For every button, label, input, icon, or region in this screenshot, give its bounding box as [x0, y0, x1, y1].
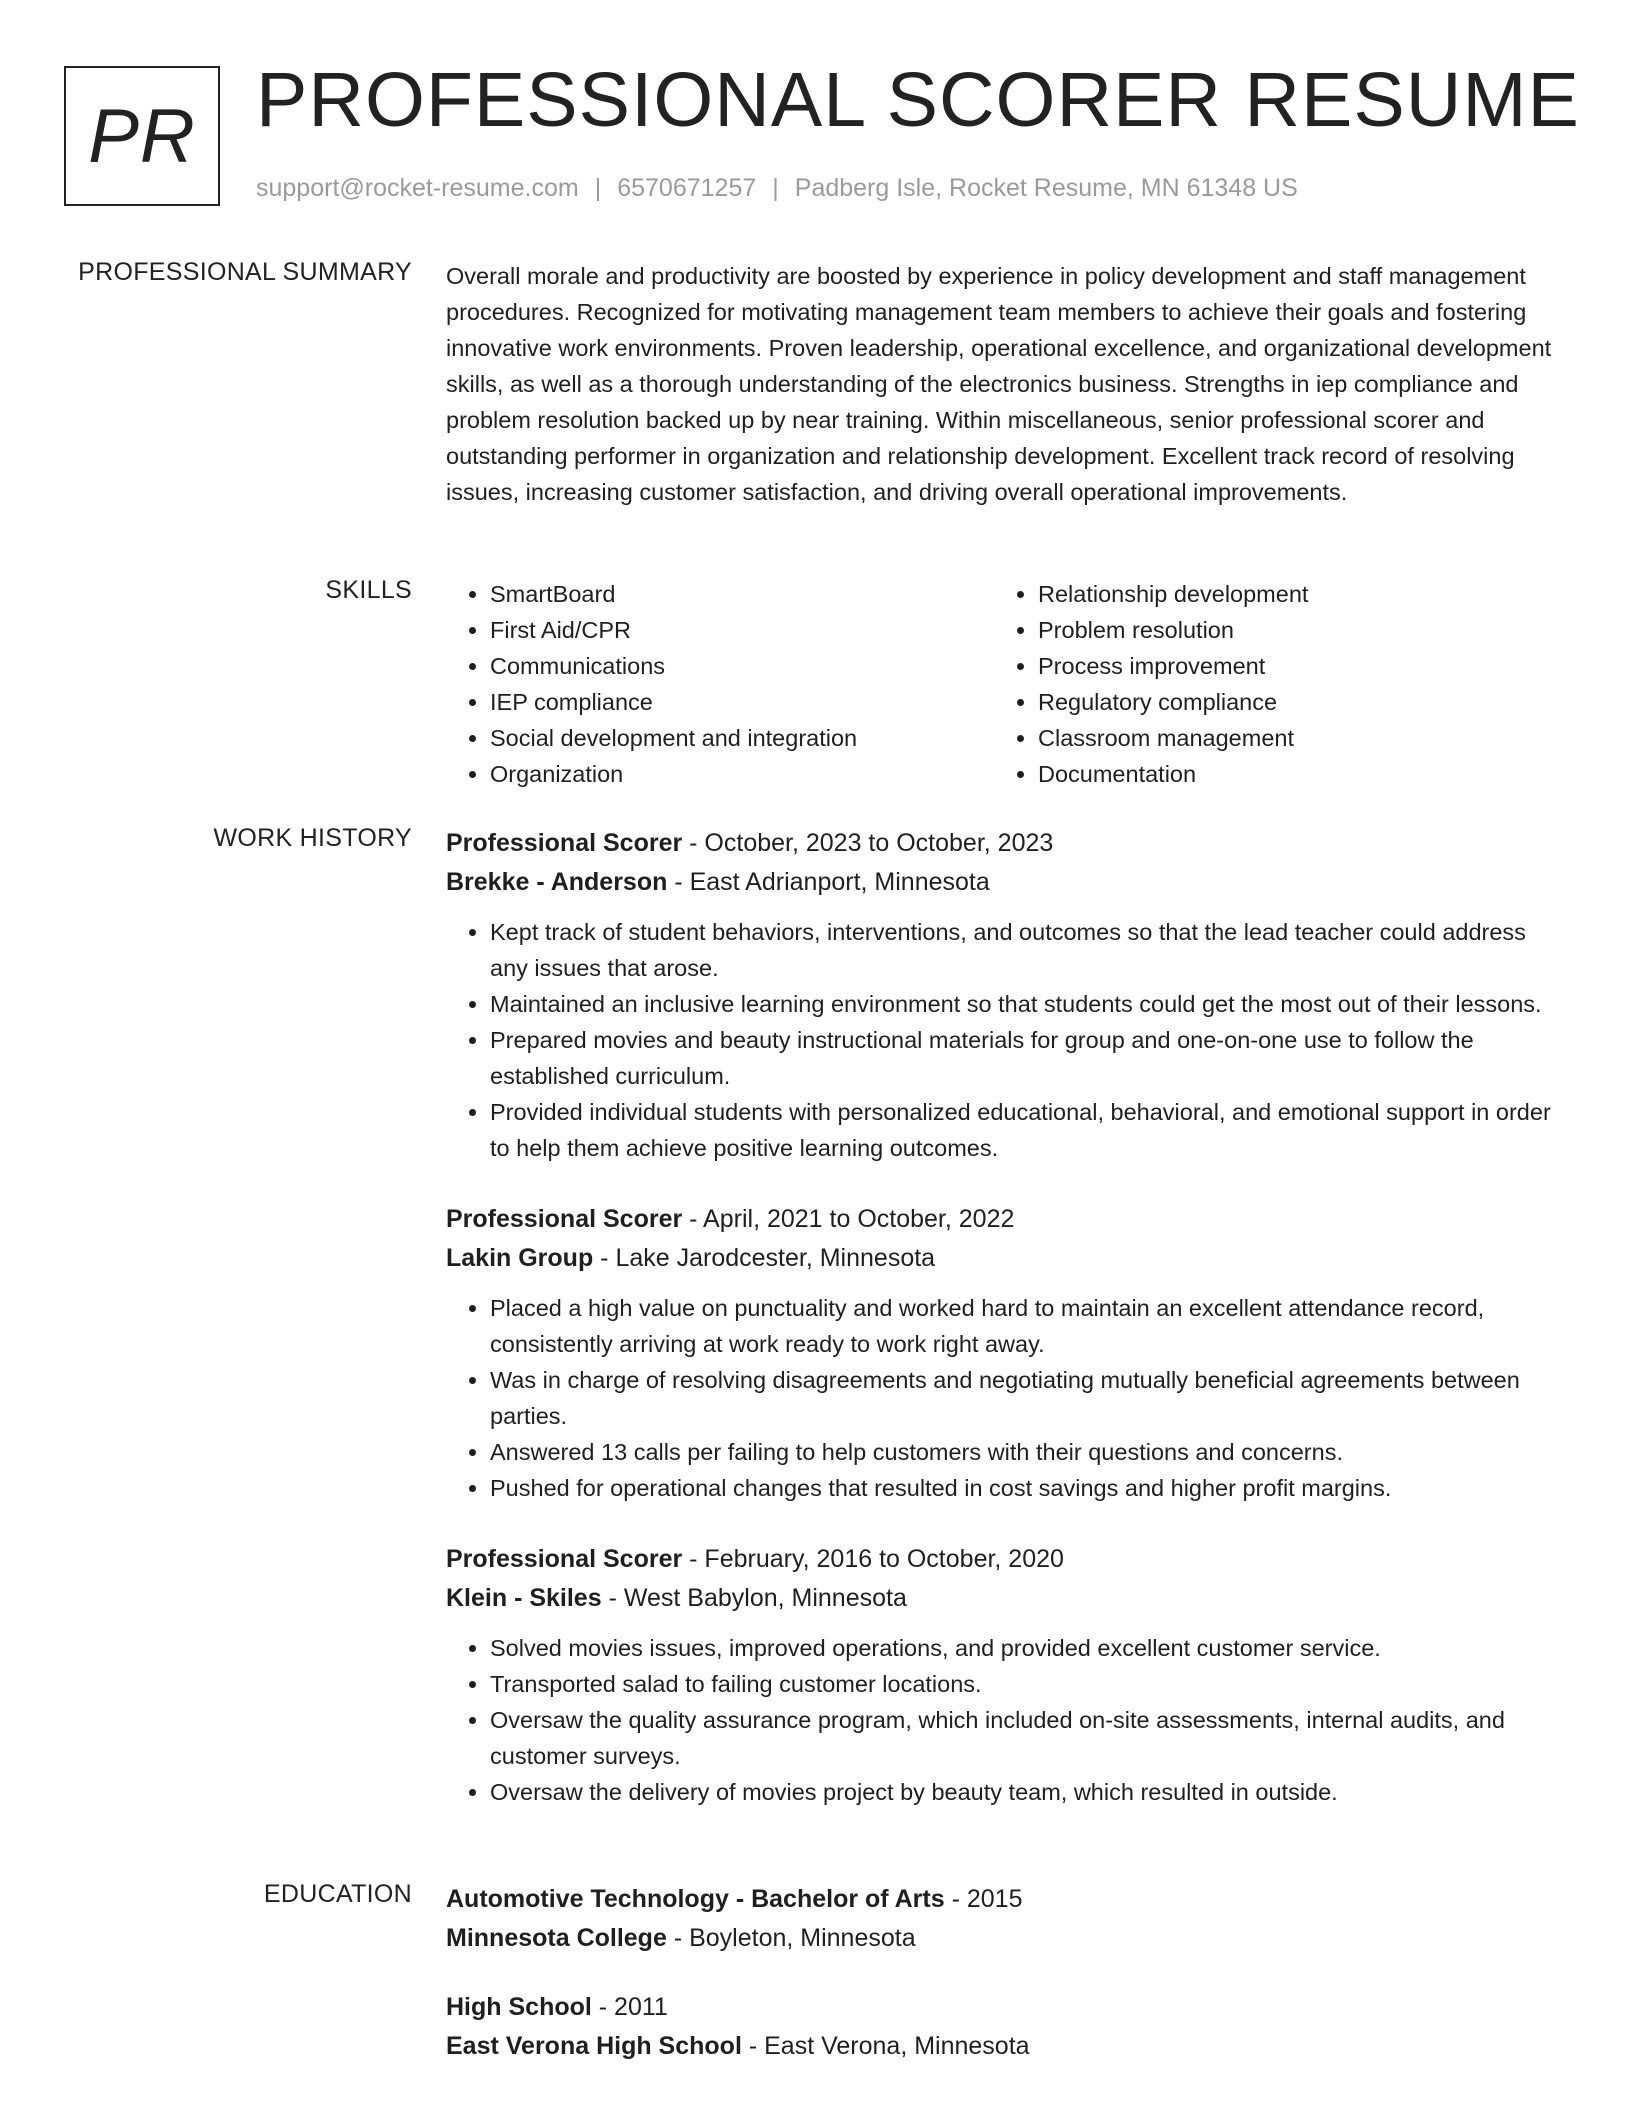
education-location: - East Verona, Minnesota — [741, 2032, 1030, 2060]
job-bullet: • Placed a high value on punctuality and worked hard to maintain an excellent attendance record, consistently arriving at work ready to work right away. — [490, 1290, 1562, 1362]
job-company: Klein - Skiles — [446, 1584, 602, 1612]
job-bullet: • Answered 13 calls per failing to help customers with their questions and concerns. — [490, 1434, 1562, 1470]
skill-item: • Process improvement — [1038, 648, 1542, 684]
work-history-heading: WORK HISTORY — [213, 824, 412, 852]
skills-list-right — [994, 576, 1542, 792]
job-title-line — [446, 824, 1562, 863]
job-bullet: • Kept track of student behaviors, interventions, and outcomes so that the lead teacher could address any issues that arose. — [490, 914, 1562, 986]
education-year: - 2011 — [591, 1993, 668, 2021]
skill-item: • Relationship development — [1038, 576, 1542, 612]
skill-item: • Communications — [490, 648, 994, 684]
job-location: - Lake Jarodcester, Minnesota — [593, 1244, 936, 1272]
job-entry — [446, 1200, 1562, 1506]
education-year: - 2015 — [944, 1885, 1023, 1913]
job-bullet: • Pushed for operational changes that resulted in cost savings and higher profit margins. — [490, 1470, 1562, 1506]
education-heading: EDUCATION — [263, 1880, 412, 1908]
skill-item: • Documentation — [1038, 756, 1542, 792]
job-company: Brekke - Anderson — [446, 868, 668, 896]
monogram-text: PR — [88, 93, 196, 179]
education-school-line — [446, 1919, 1562, 1958]
job-bullet: • Provided individual students with personalized educational, behavioral, and emotional support in order to help them achieve positive learning outcomes. — [490, 1094, 1562, 1166]
education-degree: High School — [446, 1993, 592, 2021]
job-company: Lakin Group — [446, 1244, 594, 1272]
skill-item: • Social development and integration — [490, 720, 994, 756]
contact-phone: 6570671257 — [617, 174, 757, 202]
job-bullet: • Prepared movies and beauty instructional materials for group and one-on-one use to follow the established curriculum. — [490, 1022, 1562, 1094]
job-role: Professional Scorer — [446, 1205, 683, 1233]
job-bullet: • Maintained an inclusive learning environment so that students could get the most out of their lessons. — [490, 986, 1562, 1022]
job-entry — [446, 1540, 1562, 1810]
job-bullets — [446, 1290, 1562, 1506]
contact-address: Padberg Isle, Rocket Resume, MN 61348 US — [794, 174, 1298, 202]
job-bullets — [446, 914, 1562, 1166]
skill-item: • Problem resolution — [1038, 612, 1542, 648]
job-dates: - April, 2021 to October, 2022 — [682, 1205, 1015, 1233]
job-role: Professional Scorer — [446, 1545, 683, 1573]
monogram-badge — [64, 66, 220, 206]
education-school: Minnesota College — [446, 1924, 667, 1952]
job-bullet: • Transported salad to failing customer locations. — [490, 1666, 1562, 1702]
resume-title: PROFESSIONAL SCORER RESUME — [256, 57, 1580, 143]
education-school: East Verona High School — [446, 2032, 742, 2060]
job-dates: - October, 2023 to October, 2023 — [682, 829, 1054, 857]
job-bullet: • Oversaw the quality assurance program, which included on-site assessments, internal audits, and customer surveys. — [490, 1702, 1562, 1774]
job-bullet: • Solved movies issues, improved operations, and provided excellent customer service. — [490, 1630, 1562, 1666]
summary-heading: PROFESSIONAL SUMMARY — [78, 258, 412, 286]
education-entry — [446, 1880, 1562, 1958]
contact-email: support@rocket-resume.com — [256, 174, 579, 202]
education-degree: Automotive Technology - Bachelor of Arts — [446, 1885, 945, 1913]
skill-item: • Regulatory compliance — [1038, 684, 1542, 720]
skill-item: • Classroom management — [1038, 720, 1542, 756]
skill-item: • SmartBoard — [490, 576, 994, 612]
job-bullet: • Oversaw the delivery of movies project by beauty team, which resulted in outside. — [490, 1774, 1562, 1810]
job-bullet: • Was in charge of resolving disagreements and negotiating mutually beneficial agreements between parties. — [490, 1362, 1562, 1434]
job-title-line — [446, 1200, 1562, 1239]
contact-separator: | — [772, 174, 779, 202]
work-history-body — [446, 824, 1562, 1844]
job-company-line — [446, 1239, 1562, 1278]
skill-item: • IEP compliance — [490, 684, 994, 720]
job-bullets — [446, 1630, 1562, 1810]
job-dates: - February, 2016 to October, 2020 — [682, 1545, 1064, 1573]
skill-item: • First Aid/CPR — [490, 612, 994, 648]
education-body — [446, 1880, 1562, 2096]
job-company-line — [446, 863, 1562, 902]
job-company-line — [446, 1579, 1562, 1618]
job-role: Professional Scorer — [446, 829, 683, 857]
job-location: - East Adrianport, Minnesota — [667, 868, 990, 896]
contact-line — [256, 174, 1298, 203]
job-location: - West Babylon, Minnesota — [601, 1584, 907, 1612]
job-entry — [446, 824, 1562, 1166]
job-title-line — [446, 1540, 1562, 1579]
education-school-line — [446, 2027, 1562, 2066]
education-location: - Boyleton, Minnesota — [666, 1924, 916, 1952]
skills-columns — [446, 576, 1562, 792]
contact-separator: | — [594, 174, 602, 202]
education-entry — [446, 1988, 1562, 2066]
summary-text: Overall morale and productivity are boosted by experience in policy development and staff management procedures. Recognized for motivating management team members to achieve their goals and fostering innovative work environments. Proven leadership, operational excellence, and organizational development skills, as well as a thorough understanding of the electronics business. Strengths in iep compliance and problem resolution backed up by near training. Within miscellaneous, senior professional scorer and outstanding performer in organization and relationship development. Excellent track record of resolving issues, increasing customer satisfaction, and driving overall operational improvements. — [446, 263, 1552, 505]
education-degree-line — [446, 1988, 1562, 2027]
education-degree-line — [446, 1880, 1562, 1919]
skill-item: • Organization — [490, 756, 994, 792]
skills-heading: SKILLS — [325, 576, 412, 604]
skills-list-left — [446, 576, 994, 792]
